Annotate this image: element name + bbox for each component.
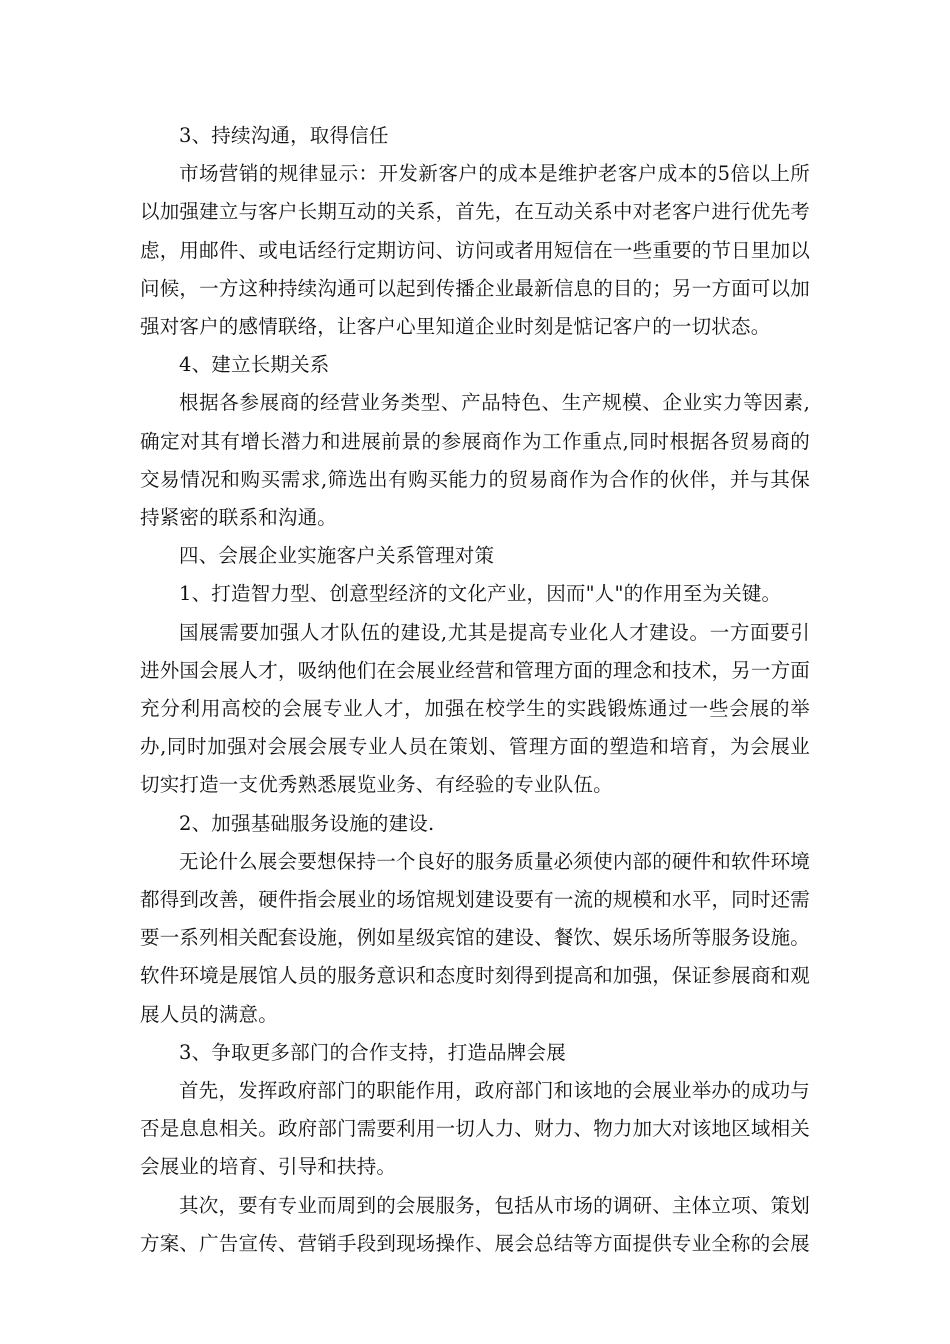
subheading-cooperation-brand: 3、争取更多部门的合作支持，打造品牌会展 (179, 1040, 566, 1064)
paragraph-talent-building: 国展需要加强人才队伍的建设,尤其是提高专业化人才建设。一方面要引进外国会展人才，吸纳他们在会展业经营和管理方面的理念和技术，另一方面充分利用高校的会展专业人才，加强在校学生的实践锻炼通过一些会展的举办,同时加强对会展会展专业人员在策划、管理方面的塑造和培育，为会展业切实打造一支优秀熟悉展览业务、有经验的专业队伍。 (140, 620, 810, 797)
paragraph-infrastructure: 无论什么展会要想保持一个良好的服务质量必须使内部的硬件和软件环境都得到改善，硬件指会展业的场馆规划建设要有一流的规模和水平，同时还需要一系列相关配套设施，例如星级宾馆的建设、餐饮、娱乐场所等服务设施。软件环境是展馆人员的服务意识和态度时刻得到提高和加强，保证参展商和观展人员的满意。 (140, 849, 810, 1026)
section-heading-crm-strategies: 四、会展企业实施客户关系管理对策 (179, 544, 495, 568)
subheading-talent: 1、打造智力型、创意型经济的文化产业，因而"人"的作用至为关键。 (179, 582, 782, 606)
paragraph-professional-service: 其次，要有专业而周到的会展服务，包括从市场的调研、主体立项、策划方案、广告宣传、营销手段到现场操作、展会总结等方面提供专业全称的会展 (140, 1193, 810, 1255)
paragraph-marketing-law: 市场营销的规律显示：开发新客户的成本是维护老客户成本的5倍以上所以加强建立与客户长期互动的关系，首先，在互动关系中对老客户进行优先考虑，用邮件、或电话经行定期访问、访问或者用短信在一些重要的节日里加以问候，一方这种持续沟通可以起到传播企业最新信息的目的；另一方面可以加强对客户的感情联络，让客户心里知道企业时刻是惦记客户的一切状态。 (140, 162, 810, 339)
paragraph-government-role: 首先，发挥政府部门的职能作用，政府部门和该地的会展业举办的成功与否是息息相关。政府部门需要利用一切人力、财力、物力加大对该地区域相关会展业的培育、引导和扶持。 (140, 1079, 810, 1179)
subheading-long-term-relationship: 4、建立长期关系 (179, 353, 330, 377)
subheading-continuous-communication: 3、持续沟通，取得信任 (179, 124, 389, 147)
paragraph-exhibitor-selection: 根据各参展商的经营业务类型、产品特色、生产规模、企业实力等因素,确定对其有增长潜力和进展前景的参展商作为工作重点,同时根据各贸易商的交易情况和购买需求,筛选出有购买能力的贸易商作为合作的伙伴，并与其保持紧密的联系和沟通。 (140, 391, 810, 530)
subheading-infrastructure: 2、加强基础服务设施的建设. (179, 811, 435, 835)
document-body (140, 117, 810, 1263)
